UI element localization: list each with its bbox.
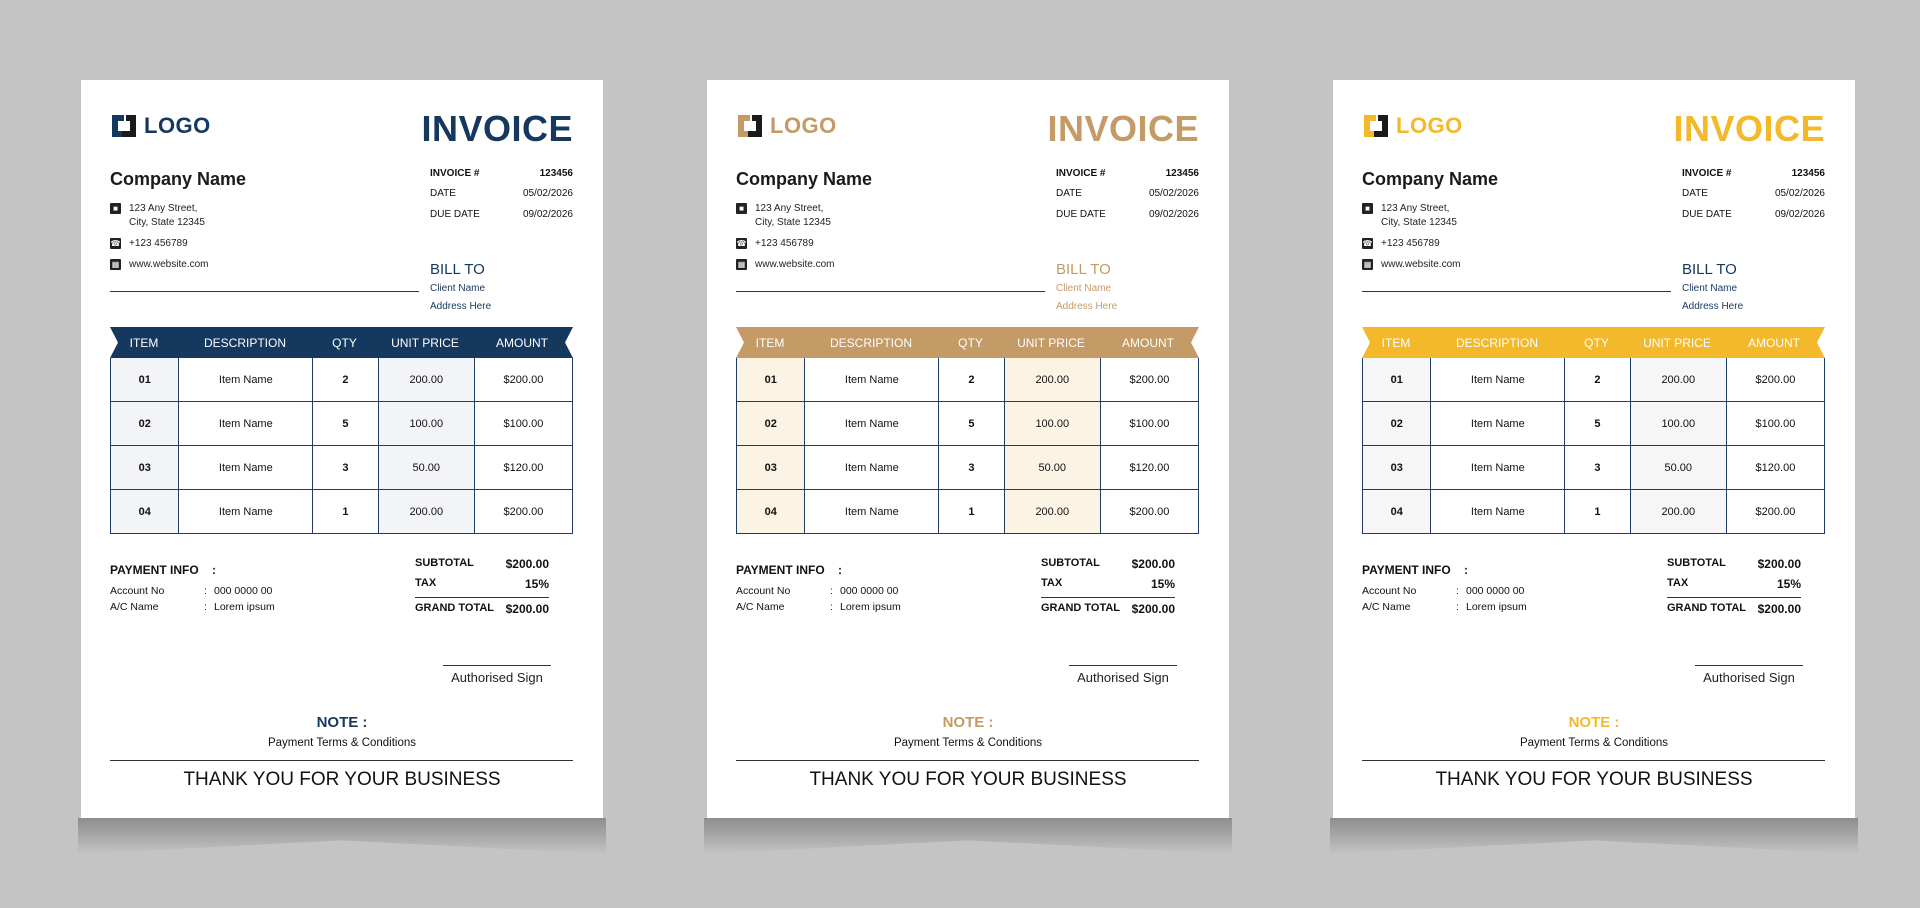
due-date-label: DUE DATE (1056, 209, 1106, 220)
thank-you-message: THANK YOU FOR YOUR BUSINESS (183, 769, 501, 790)
address-line-1: 123 Any Street, (755, 203, 824, 214)
item-unit-price: 200.00 (1630, 358, 1726, 401)
item-description: Item Name (804, 402, 938, 445)
due-date-row (1682, 209, 1825, 220)
invoice-page (1333, 80, 1855, 818)
header-item: ITEM (755, 335, 785, 350)
item-number: 04 (111, 490, 178, 533)
account-number-value: 000 0000 00 (214, 585, 273, 597)
item-qty: 3 (312, 446, 377, 489)
address-line-2: City, State 12345 (755, 217, 831, 228)
due-date-value: 09/02/2026 (1148, 209, 1199, 220)
item-qty: 3 (938, 446, 1003, 489)
table-row (737, 445, 1198, 489)
invoice-number-label: INVOICE # (1056, 168, 1106, 179)
account-number-label: Account No (110, 585, 165, 597)
logo-text: LOGO (1396, 113, 1463, 138)
tax-row (1041, 577, 1175, 591)
item-number: 02 (737, 402, 804, 445)
items-table (110, 358, 573, 534)
invoice-page (81, 80, 603, 818)
header-qty: QTY (1584, 335, 1609, 350)
company-name: Company Name (1362, 169, 1499, 189)
header-divider (736, 291, 1045, 292)
table-header (110, 327, 573, 358)
due-date-row (430, 209, 573, 220)
company-name: Company Name (736, 169, 873, 189)
table-row (111, 489, 572, 533)
tax-value: 15% (1150, 577, 1175, 591)
date-row (1056, 188, 1199, 199)
location-icon: ■ (1362, 203, 1373, 214)
phone-number: +123 456789 (129, 238, 188, 249)
account-number-colon: : (1456, 585, 1459, 597)
payment-terms: Payment Terms & Conditions (267, 737, 417, 749)
header-item: ITEM (1381, 335, 1411, 350)
address-line-1: 123 Any Street, (1381, 203, 1450, 214)
item-unit-price: 50.00 (378, 446, 474, 489)
logo-mark-icon (736, 112, 764, 140)
signature-line (1069, 665, 1177, 666)
header-qty: QTY (958, 335, 983, 350)
thank-you-message: THANK YOU FOR YOUR BUSINESS (1435, 769, 1753, 790)
signature-line (443, 665, 551, 666)
account-name-label: A/C Name (1362, 601, 1411, 613)
table-header (1362, 327, 1825, 358)
date-label: DATE (1056, 188, 1082, 199)
client-name: Client Name (430, 283, 486, 294)
invoice-number-row (1056, 168, 1199, 179)
account-name-colon: : (830, 601, 833, 613)
tax-row (415, 577, 549, 591)
table-row (1363, 401, 1824, 445)
due-date-label: DUE DATE (430, 209, 480, 220)
paper-shadow (704, 818, 1232, 854)
table-row (737, 358, 1198, 401)
item-unit-price: 50.00 (1630, 446, 1726, 489)
globe-icon: ▦ (1363, 260, 1372, 269)
item-number: 04 (737, 490, 804, 533)
invoice-number-label: INVOICE # (1682, 168, 1732, 179)
website: www.website.com (1381, 259, 1461, 270)
table-row (1363, 358, 1824, 401)
phone-icon: ☎ (736, 239, 747, 248)
item-unit-price: 50.00 (1004, 446, 1100, 489)
account-number-row (110, 585, 272, 597)
account-number-colon: : (830, 585, 833, 597)
payment-terms: Payment Terms & Conditions (1519, 737, 1669, 749)
item-qty: 5 (1564, 402, 1629, 445)
bill-to-title: BILL TO (1682, 261, 1737, 278)
item-amount: $120.00 (1100, 446, 1198, 489)
item-qty: 5 (938, 402, 1003, 445)
item-qty: 2 (1564, 358, 1629, 401)
header-qty: QTY (332, 335, 357, 350)
item-description: Item Name (1430, 402, 1564, 445)
item-qty: 3 (1564, 446, 1629, 489)
globe-icon: ▦ (737, 260, 746, 269)
item-description: Item Name (178, 490, 312, 533)
header-unit-price: UNIT PRICE (1643, 335, 1711, 350)
date-value: 05/02/2026 (1774, 188, 1825, 199)
item-qty: 1 (938, 490, 1003, 533)
account-number-row (1362, 585, 1524, 597)
account-number-row (736, 585, 898, 597)
subtotal-value: $200.00 (1757, 557, 1801, 571)
grand-total-row (415, 602, 549, 616)
date-label: DATE (430, 188, 456, 199)
website-contact (1362, 258, 1460, 272)
signature-line (1695, 665, 1803, 666)
payment-info-colon: : (212, 563, 217, 577)
date-label: DATE (1682, 188, 1708, 199)
account-number-value: 000 0000 00 (840, 585, 899, 597)
authorised-sign: Authorised Sign (1077, 670, 1169, 685)
item-amount: $200.00 (1726, 358, 1824, 401)
note-title: NOTE : (942, 714, 994, 731)
address-contact (736, 202, 831, 230)
item-unit-price: 200.00 (1004, 358, 1100, 401)
item-qty: 2 (312, 358, 377, 401)
date-row (1682, 188, 1825, 199)
item-number: 01 (1363, 358, 1430, 401)
account-name-label: A/C Name (110, 601, 159, 613)
item-description: Item Name (1430, 358, 1564, 401)
payment-terms: Payment Terms & Conditions (893, 737, 1043, 749)
note-title: NOTE : (316, 714, 368, 731)
table-row (111, 358, 572, 401)
header-amount: AMOUNT (496, 335, 548, 350)
due-date-value: 09/02/2026 (1774, 209, 1825, 220)
tax-value: 15% (524, 577, 549, 591)
item-number: 03 (737, 446, 804, 489)
logo-mark-icon (110, 112, 138, 140)
item-amount: $200.00 (1100, 358, 1198, 401)
tax-label: TAX (1667, 577, 1689, 589)
payment-info-label: PAYMENT INFO (1362, 563, 1451, 577)
item-unit-price: 200.00 (378, 358, 474, 401)
item-unit-price: 200.00 (1004, 490, 1100, 533)
item-amount: $100.00 (1100, 402, 1198, 445)
item-number: 02 (1363, 402, 1430, 445)
invoice-template-tan (707, 80, 1229, 853)
subtotal-label: SUBTOTAL (1041, 557, 1100, 569)
account-name-colon: : (204, 601, 207, 613)
invoice-template-yellow (1333, 80, 1855, 853)
logo-mark-icon (1362, 112, 1390, 140)
item-unit-price: 100.00 (1630, 402, 1726, 445)
subtotal-value: $200.00 (1131, 557, 1175, 571)
address-line-2: City, State 12345 (129, 217, 205, 228)
grand-total-value: $200.00 (1131, 602, 1175, 616)
bill-to-title: BILL TO (1056, 261, 1111, 278)
subtotal-value: $200.00 (505, 557, 549, 571)
item-number: 03 (111, 446, 178, 489)
address-line-1: 123 Any Street, (129, 203, 198, 214)
item-unit-price: 100.00 (378, 402, 474, 445)
invoice-title: INVOICE (1047, 108, 1199, 149)
item-description: Item Name (178, 358, 312, 401)
account-number-colon: : (204, 585, 207, 597)
item-description: Item Name (804, 358, 938, 401)
thank-you-message: THANK YOU FOR YOUR BUSINESS (809, 769, 1127, 790)
item-qty: 1 (1564, 490, 1629, 533)
totals-divider (1667, 597, 1801, 598)
address-contact (1362, 202, 1457, 230)
invoice-title: INVOICE (1673, 108, 1825, 149)
account-name-row (110, 601, 275, 613)
logo (1362, 112, 1463, 140)
tax-row (1667, 577, 1801, 591)
phone-contact (110, 237, 188, 251)
item-number: 04 (1363, 490, 1430, 533)
payment-info-label: PAYMENT INFO (110, 563, 199, 577)
account-number-value: 000 0000 00 (1466, 585, 1525, 597)
invoice-number-label: INVOICE # (430, 168, 480, 179)
items-table (736, 358, 1199, 534)
website-contact (736, 258, 834, 272)
table-row (737, 489, 1198, 533)
bill-to-title: BILL TO (430, 261, 485, 278)
address-contact (110, 202, 205, 230)
item-number: 03 (1363, 446, 1430, 489)
phone-icon: ☎ (1362, 239, 1373, 248)
invoice-page (707, 80, 1229, 818)
footer-divider (736, 760, 1199, 761)
account-name-row (736, 601, 901, 613)
item-description: Item Name (1430, 490, 1564, 533)
paper-shadow (1330, 818, 1858, 854)
location-icon: ■ (736, 203, 747, 214)
client-address: Address Here (1682, 301, 1744, 312)
header-amount: AMOUNT (1748, 335, 1800, 350)
phone-contact (1362, 237, 1440, 251)
header-divider (1362, 291, 1671, 292)
logo (736, 112, 837, 140)
grand-total-label: GRAND TOTAL (1667, 602, 1747, 614)
invoice-number-value: 123456 (539, 168, 573, 179)
header-item: ITEM (129, 335, 159, 350)
client-address: Address Here (1056, 301, 1118, 312)
item-number: 01 (737, 358, 804, 401)
client-name: Client Name (1682, 283, 1738, 294)
item-description: Item Name (178, 402, 312, 445)
item-amount: $100.00 (1726, 402, 1824, 445)
phone-number: +123 456789 (755, 238, 814, 249)
phone-icon: ☎ (110, 239, 121, 248)
grand-total-row (1667, 602, 1801, 616)
item-number: 02 (111, 402, 178, 445)
client-name: Client Name (1056, 283, 1112, 294)
payment-info-title (110, 563, 216, 577)
grand-total-value: $200.00 (505, 602, 549, 616)
grand-total-value: $200.00 (1757, 602, 1801, 616)
logo-text: LOGO (144, 113, 211, 138)
header-description: DESCRIPTION (829, 335, 912, 350)
authorised-sign: Authorised Sign (451, 670, 543, 685)
header-description: DESCRIPTION (203, 335, 286, 350)
item-amount: $120.00 (1726, 446, 1824, 489)
subtotal-row (1041, 557, 1175, 571)
due-date-label: DUE DATE (1682, 209, 1732, 220)
item-description: Item Name (178, 446, 312, 489)
website: www.website.com (755, 259, 835, 270)
tax-label: TAX (415, 577, 437, 589)
website-contact (110, 258, 208, 272)
payment-info-title (1362, 563, 1468, 577)
header-divider (110, 291, 419, 292)
invoice-number-value: 123456 (1165, 168, 1199, 179)
client-address: Address Here (430, 301, 492, 312)
item-amount: $200.00 (1100, 490, 1198, 533)
header-description: DESCRIPTION (1455, 335, 1538, 350)
company-name: Company Name (110, 169, 247, 189)
subtotal-row (415, 557, 549, 571)
table-header (736, 327, 1199, 358)
logo-text: LOGO (770, 113, 837, 138)
item-amount: $100.00 (474, 402, 572, 445)
subtotal-row (1667, 557, 1801, 571)
item-unit-price: 100.00 (1004, 402, 1100, 445)
invoice-number-value: 123456 (1791, 168, 1825, 179)
tax-label: TAX (1041, 577, 1063, 589)
invoice-number-row (430, 168, 573, 179)
item-description: Item Name (804, 490, 938, 533)
grand-total-label: GRAND TOTAL (415, 602, 495, 614)
phone-number: +123 456789 (1381, 238, 1440, 249)
invoice-number-row (1682, 168, 1825, 179)
item-description: Item Name (1430, 446, 1564, 489)
due-date-row (1056, 209, 1199, 220)
item-qty: 2 (938, 358, 1003, 401)
address-line-2: City, State 12345 (1381, 217, 1457, 228)
website: www.website.com (129, 259, 209, 270)
note-title: NOTE : (1568, 714, 1620, 731)
account-number-label: Account No (1362, 585, 1417, 597)
account-name-value: Lorem ipsum (1466, 601, 1527, 613)
invoice-template-navy (81, 80, 603, 853)
item-unit-price: 200.00 (1630, 490, 1726, 533)
due-date-value: 09/02/2026 (522, 209, 573, 220)
header-unit-price: UNIT PRICE (1017, 335, 1085, 350)
item-amount: $200.00 (474, 490, 572, 533)
items-table (1362, 358, 1825, 534)
footer-divider (110, 760, 573, 761)
tax-value: 15% (1776, 577, 1801, 591)
payment-info-colon: : (1464, 563, 1469, 577)
authorised-sign: Authorised Sign (1703, 670, 1795, 685)
logo (110, 112, 211, 140)
footer-divider (1362, 760, 1825, 761)
table-row (111, 401, 572, 445)
invoice-title: INVOICE (421, 108, 573, 149)
grand-total-label: GRAND TOTAL (1041, 602, 1121, 614)
subtotal-label: SUBTOTAL (415, 557, 474, 569)
totals-divider (415, 597, 549, 598)
phone-contact (736, 237, 814, 251)
account-name-colon: : (1456, 601, 1459, 613)
item-amount: $200.00 (1726, 490, 1824, 533)
table-row (1363, 445, 1824, 489)
payment-info-title (736, 563, 842, 577)
payment-info-colon: : (838, 563, 843, 577)
account-name-value: Lorem ipsum (214, 601, 275, 613)
header-unit-price: UNIT PRICE (391, 335, 459, 350)
header-amount: AMOUNT (1122, 335, 1174, 350)
subtotal-label: SUBTOTAL (1667, 557, 1726, 569)
account-number-label: Account No (736, 585, 791, 597)
item-qty: 1 (312, 490, 377, 533)
globe-icon: ▦ (111, 260, 120, 269)
location-icon: ■ (110, 203, 121, 214)
table-row (111, 445, 572, 489)
date-value: 05/02/2026 (1148, 188, 1199, 199)
grand-total-row (1041, 602, 1175, 616)
account-name-row (1362, 601, 1527, 613)
account-name-label: A/C Name (736, 601, 785, 613)
table-row (737, 401, 1198, 445)
item-amount: $200.00 (474, 358, 572, 401)
item-unit-price: 200.00 (378, 490, 474, 533)
payment-info-label: PAYMENT INFO (736, 563, 825, 577)
date-row (430, 188, 573, 199)
paper-shadow (78, 818, 606, 854)
totals-divider (1041, 597, 1175, 598)
item-number: 01 (111, 358, 178, 401)
item-qty: 5 (312, 402, 377, 445)
account-name-value: Lorem ipsum (840, 601, 901, 613)
item-description: Item Name (804, 446, 938, 489)
date-value: 05/02/2026 (522, 188, 573, 199)
table-row (1363, 489, 1824, 533)
item-amount: $120.00 (474, 446, 572, 489)
